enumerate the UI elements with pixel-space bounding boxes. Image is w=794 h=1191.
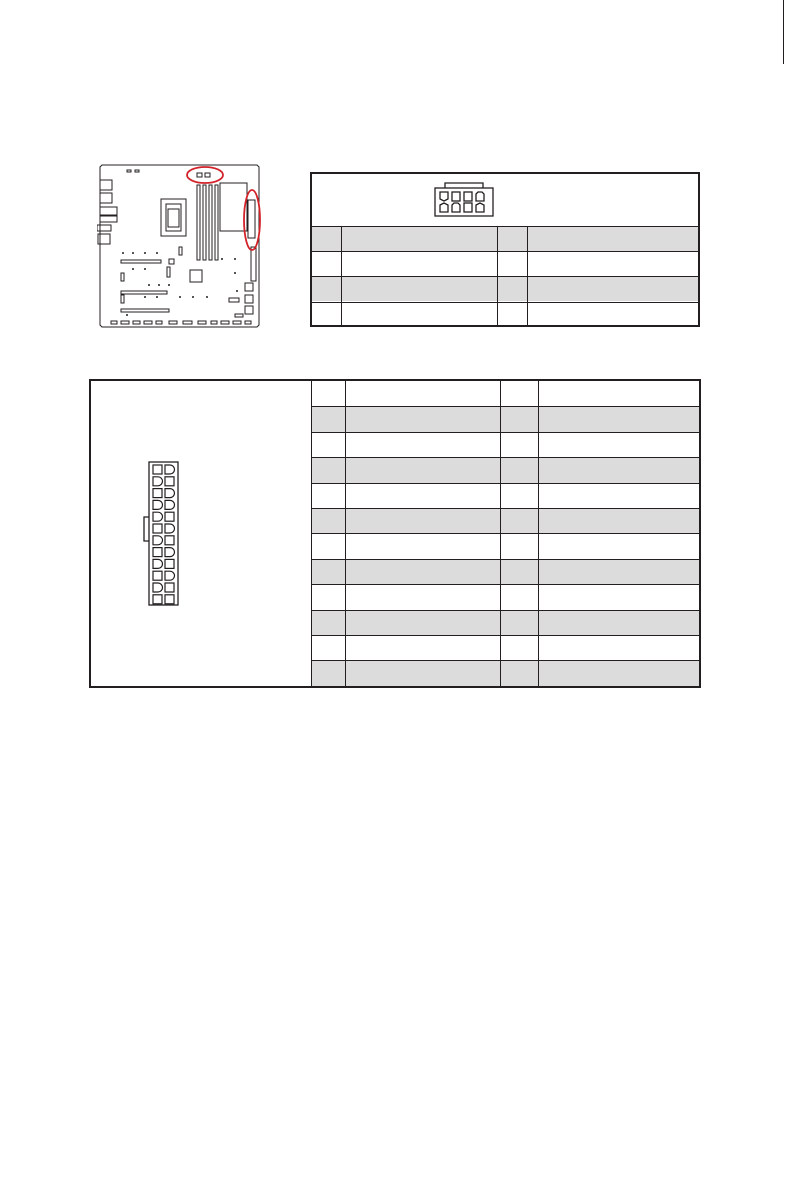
table-cell-signal-b <box>527 227 698 251</box>
table-cell-pin-b <box>500 509 538 534</box>
column-divider <box>538 381 539 686</box>
connector-pin <box>165 536 174 545</box>
table-cell-pin-a <box>312 227 341 251</box>
table-cell-pin-b <box>500 407 538 432</box>
column-divider <box>341 226 342 325</box>
connector-pin <box>165 571 175 580</box>
table-cell-pin-a <box>312 433 345 458</box>
table-cell-pin-b <box>497 252 527 276</box>
atx-power-highlight <box>244 190 260 250</box>
table-cell-pin-b <box>500 534 538 559</box>
24-pin-connector-icon <box>140 461 180 607</box>
table-cell-pin-b <box>497 303 527 327</box>
table-row <box>312 584 699 610</box>
table-row <box>312 559 699 585</box>
table-cell-signal-b <box>538 484 699 509</box>
table-cell-pin-b <box>497 277 527 301</box>
8-pin-connector-icon <box>432 180 496 218</box>
table-cell-pin-b <box>500 661 538 686</box>
table-cell-signal-b <box>538 585 699 610</box>
table-cell-pin-a <box>312 585 345 610</box>
table-row <box>312 483 699 509</box>
table-cell-pin-b <box>500 484 538 509</box>
table-cell-pin-b <box>500 433 538 458</box>
table-cell-pin-b <box>500 458 538 483</box>
connector-pin <box>153 571 162 580</box>
table-cell-pin-a <box>312 277 341 301</box>
table-cell-signal-a <box>345 611 500 636</box>
table-cell-signal-a <box>345 560 500 585</box>
table-cell-pin-a <box>312 381 345 407</box>
table-row <box>312 610 699 636</box>
connector-pin <box>165 595 174 604</box>
table-cell-pin-a <box>312 458 345 483</box>
table-row <box>312 381 699 407</box>
table-row <box>312 432 699 458</box>
table-row <box>312 635 699 661</box>
connector-pin <box>165 559 174 568</box>
column-divider <box>500 381 501 686</box>
table-row <box>312 302 698 327</box>
table-row <box>312 276 698 301</box>
connector-pin <box>153 548 162 557</box>
table-cell-signal-b <box>538 661 699 686</box>
table-cell-pin-a <box>312 611 345 636</box>
connector-pin <box>165 512 174 521</box>
connector-pin <box>153 465 162 474</box>
table-row <box>312 457 699 483</box>
connector-pin <box>153 559 163 568</box>
table-cell-pin-a <box>312 636 345 661</box>
atx-power-connector-figure <box>91 381 312 686</box>
table-cell-signal-b <box>538 534 699 559</box>
cpu-power-pin-table <box>310 172 700 327</box>
table-cell-signal-a <box>341 252 497 276</box>
connector-pin <box>165 583 174 592</box>
table-cell-pin-b <box>500 381 538 407</box>
connector-pin <box>165 548 175 557</box>
table-cell-signal-a <box>345 661 500 686</box>
connector-pin <box>153 524 162 533</box>
table-cell-signal-a <box>345 381 500 407</box>
table-cell-pin-b <box>500 636 538 661</box>
connector-pin <box>153 536 163 545</box>
table-cell-pin-a <box>312 534 345 559</box>
connector-pin <box>153 595 162 604</box>
table-cell-signal-a <box>345 458 500 483</box>
motherboard-layout-icon <box>97 163 263 333</box>
table-cell-signal-a <box>345 636 500 661</box>
table-cell-signal-a <box>345 534 500 559</box>
table-cell-signal-a <box>341 277 497 301</box>
column-divider <box>527 226 528 325</box>
table-cell-pin-b <box>500 560 538 585</box>
table-cell-pin-a <box>312 407 345 432</box>
table-cell-pin-a <box>312 303 341 327</box>
table-cell-pin-b <box>497 227 527 251</box>
column-divider <box>497 226 498 325</box>
table-cell-pin-a <box>312 560 345 585</box>
table-cell-pin-a <box>312 661 345 686</box>
table-cell-pin-a <box>312 484 345 509</box>
connector-pin <box>165 477 174 486</box>
table-row <box>312 226 698 251</box>
table-cell-signal-b <box>527 303 698 327</box>
table-cell-signal-b <box>538 381 699 407</box>
connector-pin <box>165 465 175 474</box>
connector-pin <box>165 524 175 533</box>
connector-pin <box>153 583 163 592</box>
table-cell-signal-b <box>538 433 699 458</box>
table-cell-pin-a <box>312 509 345 534</box>
table-row <box>312 508 699 534</box>
cpu-power-connector-figure <box>312 174 698 227</box>
table-cell-pin-b <box>500 611 538 636</box>
connector-pin <box>165 500 175 509</box>
connector-pin <box>153 500 163 509</box>
table-cell-signal-a <box>345 585 500 610</box>
table-row <box>312 660 699 686</box>
table-cell-signal-a <box>345 407 500 432</box>
atx-power-pin-table <box>89 379 701 688</box>
connector-pin <box>153 512 163 521</box>
table-cell-signal-a <box>341 303 497 327</box>
table-cell-pin-b <box>500 585 538 610</box>
table-cell-signal-b <box>538 636 699 661</box>
column-divider <box>345 381 346 686</box>
table-cell-pin-a <box>312 252 341 276</box>
table-cell-signal-b <box>527 252 698 276</box>
table-cell-signal-a <box>345 433 500 458</box>
connector-pin <box>165 489 174 498</box>
table-cell-signal-b <box>538 407 699 432</box>
connector-pin <box>153 477 162 486</box>
table-cell-signal-b <box>527 277 698 301</box>
table-cell-signal-b <box>538 560 699 585</box>
table-cell-signal-a <box>341 227 497 251</box>
connector-pin <box>153 489 162 498</box>
table-cell-signal-b <box>538 509 699 534</box>
table-cell-signal-a <box>345 484 500 509</box>
table-row <box>312 533 699 559</box>
table-cell-signal-b <box>538 611 699 636</box>
table-cell-signal-a <box>345 509 500 534</box>
page-cut-line <box>783 0 784 64</box>
table-row <box>312 251 698 276</box>
table-row <box>312 406 699 432</box>
table-cell-signal-b <box>538 458 699 483</box>
